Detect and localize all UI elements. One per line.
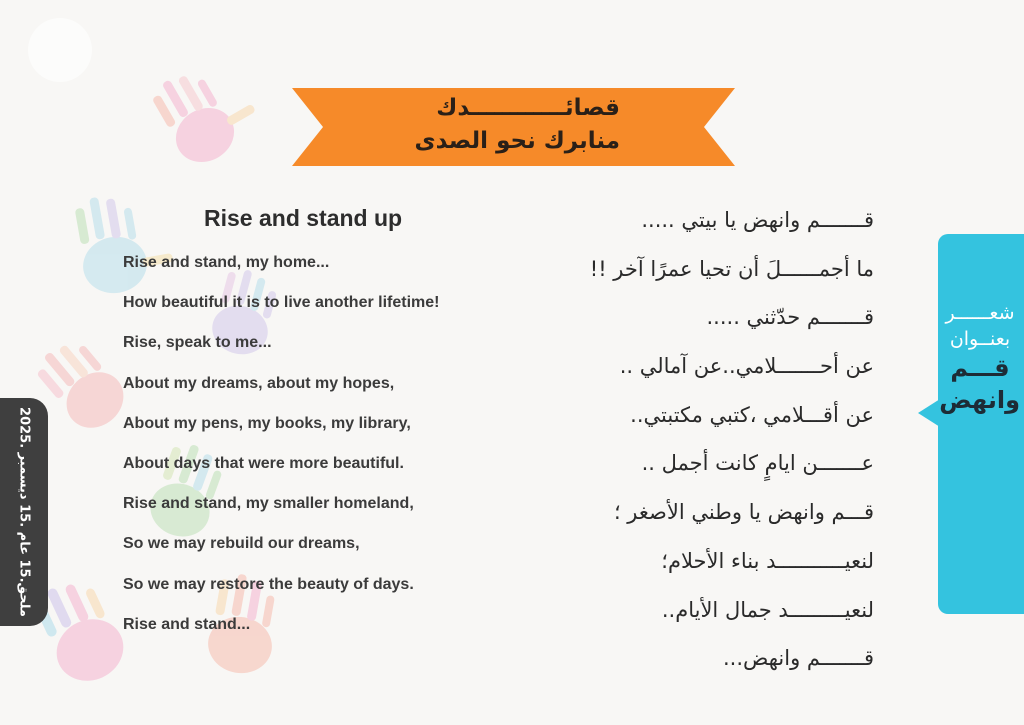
english-poem-line: About my dreams, about my hopes, xyxy=(123,374,395,392)
english-poem-line: So we may rebuild our dreams, xyxy=(123,535,360,553)
arabic-poem-line: لنعيـــــــــــد بناء الأحلام؛ xyxy=(661,548,874,573)
arabic-poem-lines xyxy=(514,202,874,689)
english-poem-line: About days that were more beautiful. xyxy=(123,454,404,472)
english-poem-line: Rise and stand... xyxy=(123,615,251,633)
arabic-poem-line: عن أحـــــــلامي..عن آمالي .. xyxy=(619,354,874,379)
arabic-poem-line: عـــــــن ايامٍ كانت أجمل .. xyxy=(641,451,874,476)
poem-label-line-3: قـــم xyxy=(950,354,1010,382)
english-poem-line: Rise and stand, my home... xyxy=(123,254,330,271)
issue-date-text: ملحق.15 عام .15 ديسمبر .2025 xyxy=(16,407,32,617)
poem-label-line-4: وانهض xyxy=(939,386,1020,414)
banner-line-2: منابرك نحو الصدى xyxy=(414,128,620,154)
arabic-poem-line: قـــــــم حدّثني ..... xyxy=(706,305,874,330)
banner-line-1: قصائــــــــــــدك xyxy=(436,95,620,121)
english-poem-line: How beautiful it is to live another lifetime! xyxy=(123,294,440,312)
english-poem-line: About my pens, my books, my library, xyxy=(123,414,411,432)
banner-text xyxy=(380,92,620,158)
poem-label-line-2: بعنــوان xyxy=(949,328,1011,350)
arabic-poem-line: ما أجمــــــلَ أن تحيا عمرًا آخر !! xyxy=(589,256,874,281)
english-poem-line: Rise, speak to me... xyxy=(123,334,272,352)
arabic-poem-line: قـــم وانهض يا وطني الأصغر ؛ xyxy=(613,500,874,525)
english-poem-lines xyxy=(123,250,439,652)
arabic-poem-line: قـــــــم وانهض... xyxy=(722,646,874,671)
poem-label-text xyxy=(940,300,1020,416)
poem-label-line-1: شعــــــر xyxy=(945,302,1015,324)
panel-pointer xyxy=(918,399,940,427)
english-poem-line: Rise and stand, my smaller homeland, xyxy=(123,495,414,513)
poem-label-panel xyxy=(938,234,1024,614)
arabic-poem-line: قـــــــم وانهض يا بيتي ..... xyxy=(641,208,874,232)
english-poem-title: Rise and stand up xyxy=(204,205,403,231)
arabic-poem-line: لنعيـــــــــد جمال الأيام.. xyxy=(661,597,874,622)
english-poem-line: So we may restore the beauty of days. xyxy=(123,575,414,593)
faint-circle-decoration xyxy=(28,18,92,82)
arabic-poem-line: عن أقـــلامي ،كتبي مكتبتي.. xyxy=(630,402,874,427)
hand-print-icon xyxy=(146,50,266,173)
